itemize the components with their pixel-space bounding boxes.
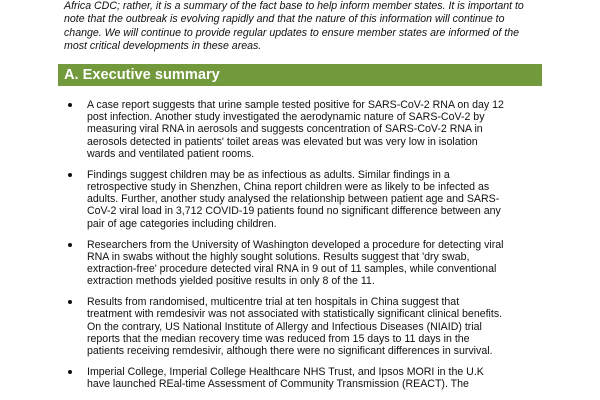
bullet-line: post infection. Another study investigated the aerodynamic nature of SARS-CoV-2 by [87,111,485,124]
section-title: A. Executive summary [64,67,220,83]
bullet-line: On the contrary, US National Institute of Allergy and Infectious Diseases (NIAID) trial [87,320,482,333]
bullet-line: Researchers from the University of Washington developed a procedure for detecting viral [87,238,504,251]
bullet-icon [68,173,72,177]
bullet-line: patients receiving remdesivir, although there were no significant differences in survival. [87,345,493,358]
intro-line: change. We will continue to provide regular updates to ensure member states are informed of the [64,26,519,39]
bullet-icon [68,103,72,107]
bullet-line: aerosols detected in patients' toilet areas was elevated but was very low in isolation [87,135,478,148]
intro-line: note that the outbreak is evolving rapidly and that the nature of this information will continue to [64,13,505,26]
bullet-line: extraction methods yielded positive results in only 8 of the 11. [87,275,375,288]
bullet-line: wards and ventilated patient rooms. [87,147,255,160]
bullet-line: measuring viral RNA in aerosols and suggests concentration of SARS-CoV-2 RNA in [87,123,483,136]
bullet-line: RNA in swabs without the highly sought solutions. Results suggest that 'dry swab, [87,250,470,263]
bullet-line: retrospective study in Shenzhen, China report children were as likely to be infected as [87,181,490,194]
bullet-line: treatment with remdesivir was not associated with statistically significant clinical benefits. [87,308,503,321]
bullet-line: Findings suggest children may be as infectious as adults. Similar findings in a [87,168,450,181]
list-item [64,366,544,390]
bullet-line: A case report suggests that urine sample tested positive for SARS-CoV-2 RNA on day 12 [87,99,504,111]
list-item [64,99,544,160]
intro-paragraph [64,0,548,53]
intro-line: Africa CDC; rather, it is a summary of the fact base to help inform member states. It is important to [64,0,524,12]
list-item [64,239,544,288]
bullet-line: pair of age categories including children. [87,217,277,230]
bullet-icon [68,243,72,247]
list-item [64,296,544,357]
bullet-line: CoV-2 viral load in 3,712 COVID-19 patients found no significant difference between any [87,205,501,218]
bullet-icon [68,300,72,304]
bullet-line: adults. Further, another study analysed the relationship between patient age and SARS- [87,193,500,206]
list-item [64,169,544,230]
bullet-line: have launched REal-time Assessment of Community Transmission (REACT). The [87,378,469,391]
bullet-line: reports that the median recovery time was reduced from 15 days to 11 days in the [87,332,470,345]
bullet-icon [68,370,72,374]
bullet-line: Results from randomised, multicentre trial at ten hospitals in China suggest that [87,296,460,309]
bullet-line: Imperial College, Imperial College Healthcare NHS Trust, and Ipsos MORI in the U.K [87,366,484,379]
executive-summary-list [64,99,544,399]
bullet-line: extraction-free' procedure detected viral RNA in 9 out of 11 samples, while conventional [87,263,497,276]
intro-line: most critical developments in these areas. [64,39,262,52]
section-heading-executive-summary [58,64,542,86]
